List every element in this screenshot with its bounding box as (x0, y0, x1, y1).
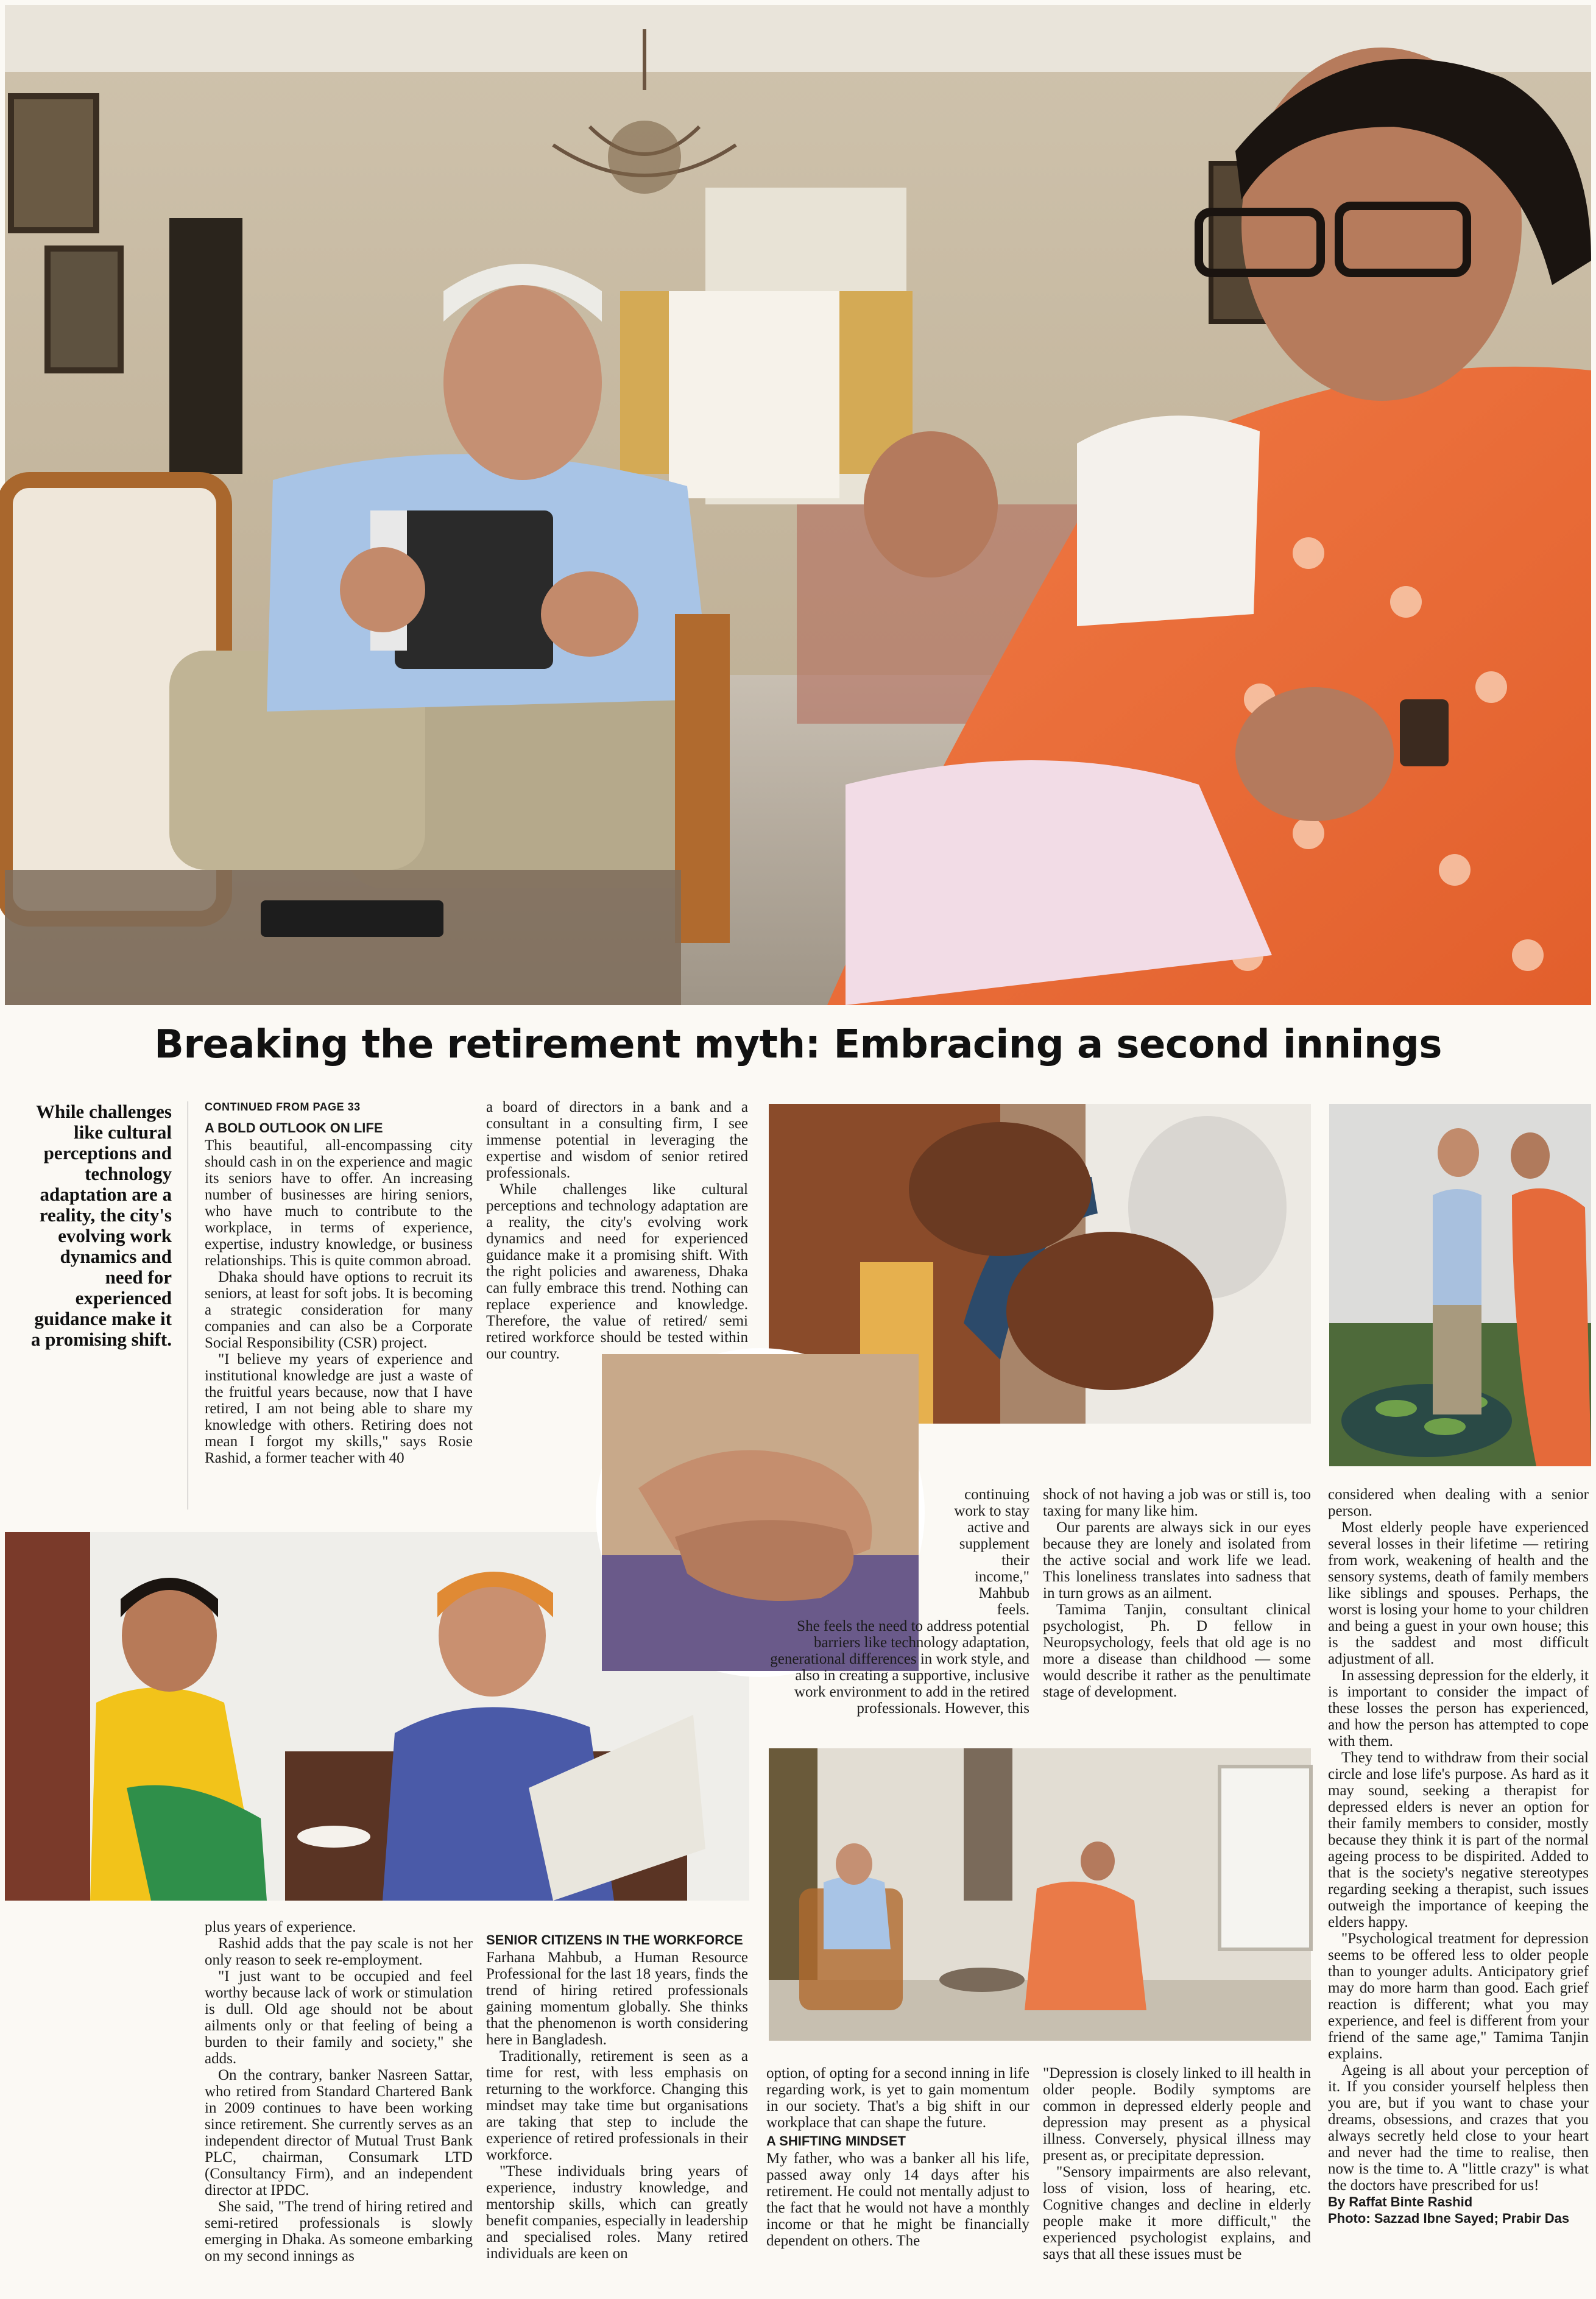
article-headline: Breaking the retirement myth: Embracing a second innings (154, 1022, 1442, 1067)
article-column-3 (766, 1486, 1029, 1717)
subhead-shifting-mindset: A SHIFTING MINDSET (766, 2133, 906, 2149)
paragraph: Most elderly people have experienced several losses in their lifetime — retiring from work, weakening of health and the sensory systems, death of family members like siblings and spouses. Perhaps, the worst is losing your home to your children and being a guest in your own house; this is the saddest and most difficult adjustment of all. (1328, 1519, 1589, 1667)
paragraph: They tend to withdraw from their social circle and lose life's purpose. As hard as it may sound, seeking a therapist for depressed elders is never an option for their family members to consider, mostly because they think it is part of the normal ageing process to be dispirited. Added to that is the society's negative stereotypes regarding seeking a therapist, such issues outweigh the importance of keeping the elders happy. (1328, 1750, 1589, 1930)
paragraph: continuing work to stay active and supplement their income," Mahbub feels. (954, 1486, 1029, 1618)
subhead-senior-citizens: SENIOR CITIZENS IN THE WORKFORCE (486, 1932, 743, 1948)
paragraph: "Sensory impairments are also relevant, loss of vision, loss of hearing, etc. Cognitive changes and decline in elderly people make it more difficult," the experienced psychologist explains, and says that all these issues must be (1043, 2164, 1311, 2262)
paragraph: Tamima Tanjin, consultant clinical psychologist, Ph. D fellow in Neuropsychology, feels that old age is no more a disease than childhood — some would describe it rather as the penultimate stage of development. (1043, 1602, 1311, 1700)
paragraph: "I just want to be occupied and feel worthy because lack of work or stimulation is dull. Old age should not be about ailments only or that feeling of being a burden to their family and society," she adds. (205, 1968, 473, 2067)
paragraph: Ageing is all about your perception of it. If you consider yourself helpless then you are, but if you want to chase your dreams, obsessions, and crazes that you always secretly held close to your heart and never had the time to realise, then now is the time to. A "little crazy" is what the doctors have prescribed for us! (1328, 2062, 1589, 2194)
paragraph: Traditionally, retirement is seen as a time for rest, with less emphasis on returning to the workforce. Changing this mindset may take time but organisations are taking that step to include the experience of retired professionals in their workforce. (486, 2048, 748, 2163)
byline: By Raffat Binte Rashid (1328, 2194, 1473, 2209)
paragraph: She said, "The trend of hiring retired and semi-retired professionals is slowly emerging in Dhaka. As someone embarking on my second innings as (205, 2198, 473, 2264)
pull-quote: While challenges like cultural perceptions and technology adaptation are a reality, the city's evolving work dynamics and need for experienced guidance make it a promising shift. (30, 1101, 172, 1350)
paragraph: Dhaka should have options to recruit its seniors, at least for soft jobs. It is becoming a strategic consideration for many companies and can also be a Corporate Social Responsibility (CSR) project. (205, 1269, 473, 1351)
paragraph: Rashid adds that the pay scale is not her only reason to seek re-employment. (205, 1935, 473, 1968)
paragraph: "Psychological treatment for depression seems to be offered less to older people than to younger adults. Anticipatory grief may do more harm than good. Each grief reaction is different; what you may experience, and feel is different from your friend of the same age," Tamima Tanjin explains. (1328, 1930, 1589, 2062)
paragraph: In assessing depression for the elderly, it is important to consider the impact of these losses the person has experienced, and how the person has attempted to cope with them. (1328, 1667, 1589, 1750)
paragraph: She feels the need to address potential barriers like technology adaptation, generational differences in work style, and also in creating a supportive, inclusive work environment to add in the retired professionals. However, this (770, 1618, 1029, 1717)
circle-wrap-spacer (766, 1486, 949, 1596)
article-column-2-bottom (486, 1930, 748, 2290)
article-column-1-bottom (205, 1919, 473, 2290)
paragraph: Our parents are always sick in our eyes because they are lonely and isolated from the active social and work life we lead. This loneliness translates into sadness that in turn grows as an ailment. (1043, 1519, 1311, 1602)
article-column-1 (205, 1099, 473, 1513)
article-column-5 (1328, 1486, 1589, 2290)
paragraph: On the contrary, banker Nasreen Sattar, who retired from Standard Chartered Bank in 2009 continues to have been working since retirement. She currently serves as an independent director of Mutual Trust Bank PLC, chairman, Consumark LTD (Consultancy Firm), and an independent director at IPDC. (205, 2067, 473, 2198)
paragraph: "Depression is closely linked to ill health in older people. Bodily symptoms are common in depressed elderly people and depression may present as a physical illness. Conversely, physical illness may present as, or precipitate depression. (1043, 2065, 1311, 2164)
photo-couple-rooftop-garden (1329, 1104, 1591, 1466)
article-column-4 (1043, 1486, 1311, 1742)
subhead-bold-outlook: A BOLD OUTLOOK ON LIFE (205, 1120, 383, 1135)
article-column-3-bottom (766, 2065, 1029, 2290)
photo-credit: Photo: Sazzad Ibne Sayed; Prabir Das (1328, 2211, 1570, 2226)
paragraph: "These individuals bring years of experience, industry knowledge, and mentorship skills, which can greatly benefit companies, especially in leadership and specialised roles. Many retired individuals are keen on (486, 2163, 748, 2262)
paragraph: a board of directors in a bank and a consultant in a consulting firm, I see immense potential in leveraging the expertise and wisdom of senior retired professionals. (486, 1099, 748, 1181)
paragraph: plus years of experience. (205, 1919, 356, 1935)
paragraph: My father, who was a banker all his life, passed away only 14 days after his retirement. He could not mentally adjust to the fact that he would not have a monthly income or that he might be financially dependent on others. The (766, 2150, 1029, 2249)
paragraph: Farhana Mahbub, a Human Resource Professional for the last 18 years, finds the trend of hiring retired professionals gaining momentum globally. She thinks that the phenomenon is worth considering here in Bangladesh. (486, 1949, 748, 2048)
continued-note: CONTINUED FROM PAGE 33 (205, 1101, 361, 1113)
paragraph: shock of not having a job was or still is, too taxing for many like him. (1043, 1486, 1311, 1519)
hero-photo-retired-couple (5, 5, 1591, 1005)
paragraph: This beautiful, all-encompassing city should cash in on the experience and magic its seniors have to offer. An increasing number of businesses are hiring seniors, who have much to contribute to the workplace, in terms of experience, expertise, industry knowledge, or business relationships. This is quite common abroad. (205, 1137, 473, 1269)
paragraph: "I believe my years of experience and institutional knowledge are just a waste of the fruitful years because, now that I have retired, I am not being able to share my knowledge with others. Retiring does not mean I forgot my skills," says Rosie Rashid, a former teacher with 40 (205, 1351, 473, 1466)
photo-couple-living-room (769, 1748, 1311, 2041)
article-column-4-bottom (1043, 2065, 1311, 2290)
paragraph: considered when dealing with a senior person. (1328, 1486, 1589, 1519)
paragraph: option, of opting for a second inning in life regarding work, is yet to gain momentum in our society. That's a big shift in our workplace that can shape the future. (766, 2065, 1029, 2131)
paragraph: While challenges like cultural perceptions and technology adaptation are a reality, the city's evolving work dynamics and need for experienced guidance make it a promising shift. With the right policies and awareness, Dhaka can fully embrace this trend. Nothing can replace experience and knowledge. Therefore, the value of retired/ semi retired workforce should be tested within our country. (486, 1181, 748, 1362)
